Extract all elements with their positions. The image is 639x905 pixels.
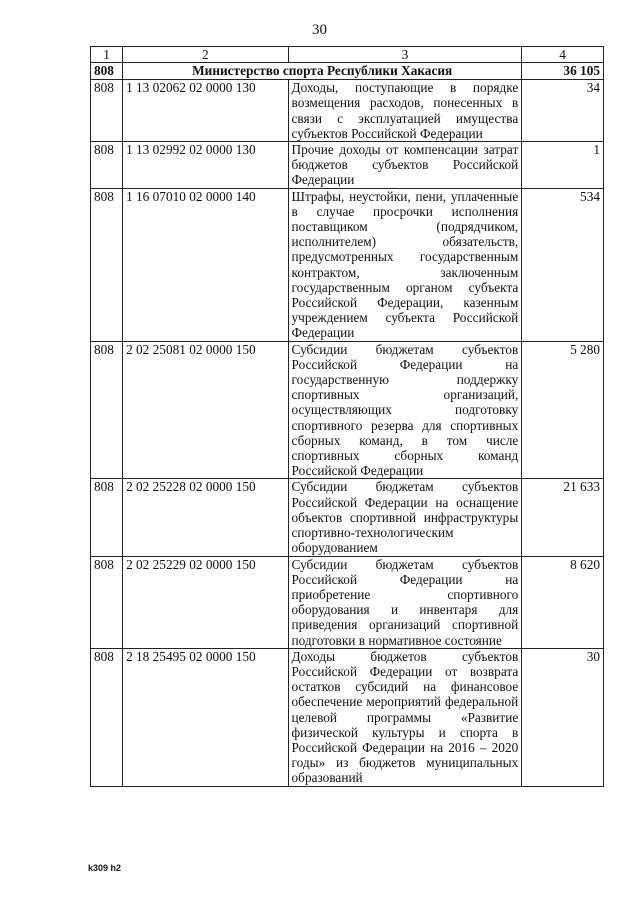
ministry-name: Министерство спорта Республики Хакасия	[123, 63, 522, 80]
revenue-amount: 5 280	[522, 341, 604, 479]
admin-code: 808	[91, 80, 123, 142]
budget-classification-code: 2 18 25495 02 0000 150	[123, 648, 288, 786]
table-row	[91, 80, 604, 142]
column-number: 1	[91, 47, 123, 63]
revenue-amount: 1	[522, 142, 604, 189]
column-number: 3	[288, 47, 522, 63]
revenue-description: Субсидии бюджетам субъектов Российской Федерации на приобретение спортивного оборудования и инвентаря для приведения организаций спортивной подготовки в нормативное состояние	[288, 556, 522, 648]
admin-code: 808	[91, 648, 123, 786]
page-number: 30	[312, 22, 327, 38]
revenue-amount: 8 620	[522, 556, 604, 648]
revenue-amount: 34	[522, 80, 604, 142]
document-footer-code: k309 h2	[88, 863, 122, 873]
revenue-amount: 534	[522, 188, 604, 341]
revenue-description: Субсидии бюджетам субъектов Российской Федерации на государственную поддержку спортивных организаций, осуществляющих подготовку спортивного резерва для спортивных сборных команд, в том числе спортивных сборных команд Российской Федерации	[288, 341, 522, 479]
column-number-row	[91, 47, 604, 63]
budget-classification-code: 1 13 02992 02 0000 130	[123, 142, 288, 189]
admin-code: 808	[91, 188, 123, 341]
ministry-total: 36 105	[522, 63, 604, 80]
admin-code: 808	[91, 479, 123, 556]
admin-code: 808	[91, 142, 123, 189]
budget-classification-code: 1 13 02062 02 0000 130	[123, 80, 288, 142]
table-row	[91, 341, 604, 479]
table-row	[91, 648, 604, 786]
revenue-description: Штрафы, неустойки, пени, уплаченные в случае просрочки исполнения поставщиком (подрядчиком, исполнителем) обязательств, предусмотренных государственным контрактом, заключенным государственным органом субъекта Российской Федерации, казенным учреждением субъекта Российской Федерации	[288, 188, 522, 341]
budget-classification-code: 1 16 07010 02 0000 140	[123, 188, 288, 341]
revenue-description: Субсидии бюджетам субъектов Российской Федерации на оснащение объектов спортивной инфраструктуры спортивно-технологическим оборудованием	[288, 479, 522, 556]
column-number: 2	[123, 47, 288, 63]
table-row	[91, 142, 604, 189]
budget-classification-code: 2 02 25228 02 0000 150	[123, 479, 288, 556]
revenue-amount: 21 633	[522, 479, 604, 556]
table-row	[91, 556, 604, 648]
revenue-table	[90, 46, 604, 787]
revenue-description: Прочие доходы от компенсации затрат бюджетов субъектов Российской Федерации	[288, 142, 522, 189]
revenue-amount: 30	[522, 648, 604, 786]
budget-classification-code: 2 02 25081 02 0000 150	[123, 341, 288, 479]
admin-code: 808	[91, 341, 123, 479]
admin-code: 808	[91, 556, 123, 648]
column-number: 4	[522, 47, 604, 63]
ministry-row	[91, 63, 604, 80]
ministry-code: 808	[91, 63, 123, 80]
revenue-description: Доходы бюджетов субъектов Российской Федерации от возврата остатков субсидий на финансовое обеспечение мероприятий федеральной целевой программы «Развитие физической культуры и спорта в Российской Федерации на 2016 – 2020 годы» из бюджетов муниципальных образований	[288, 648, 522, 786]
budget-classification-code: 2 02 25229 02 0000 150	[123, 556, 288, 648]
revenue-description: Доходы, поступающие в порядке возмещения расходов, понесенных в связи с эксплуатацией имущества субъектов Российской Федерации	[288, 80, 522, 142]
table-row	[91, 188, 604, 341]
table-row	[91, 479, 604, 556]
